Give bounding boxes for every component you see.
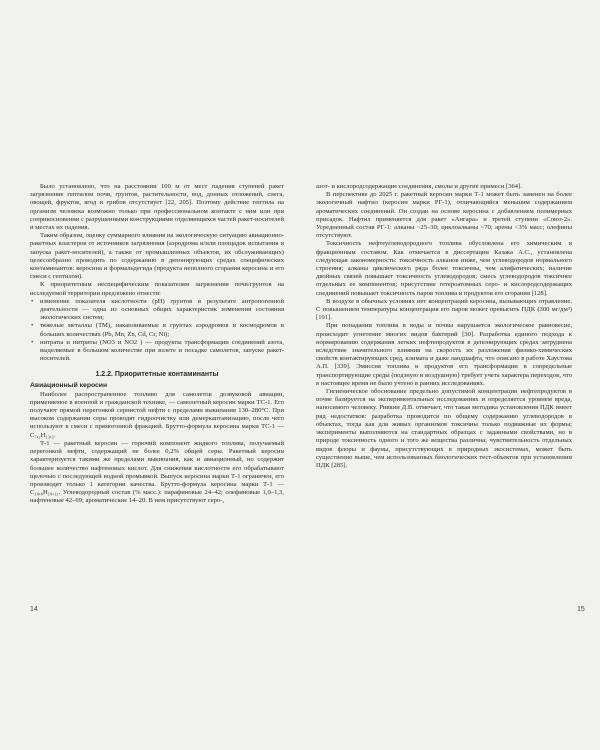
subheading: Авиационный керосин — [30, 382, 108, 390]
list-item: • нитраты и нитриты (NO3 и NO2 ) — продукты трансформации соединений азота, выделяемые в большом количестве при взлете и посадке самолетов, запуске ракет-носителей. — [30, 339, 284, 364]
paragraph: Наиболее распространенное топливо для самолетов дозвуковой авиации, применяемое в военной и гражданской технике, — самолетный керосин марки ТС-1. Его получают прямой перегонкой сернистой нефти с пределами выкипания 130–280°С. При высоком содержании серы проводят гидроочистку или демеркаптанизацию, после чего используют в смеси с прямогонной фракцией. Брутто-формула керосина марки ТС-1 — С₇,₂Н₁₃,₅. — [30, 390, 284, 439]
page-number: 14 — [30, 606, 38, 613]
left-text-column — [30, 183, 284, 506]
section-title: 1.2.2. Приоритетные контаминанты — [95, 371, 219, 379]
right-text-column — [316, 183, 572, 470]
indicator-list — [30, 298, 284, 364]
paragraph: Т-1 — ракетный керосин — горючий компонент жидкого топлива, получаемый перегонкой нефти, содержащий не более 0,2% общей серы. Ракетный керосин характеризуется такими же пределами выкипания, как и авиационный, но содержит большее количество нафтеновых кислот. Для снижения кислотности его обрабатывают щелочью с последующей водной промывкой. Выпуск керосина марки Т-1 ограничен, его производят только 1 категории качества. Брутто-формула керосина марки Т-1 — С₁₀,₀Н₁₉,₁₂. Углеводородный состав (% масс.): парафиновые 24–42; олефиновые 1,0–1,3, нафтеновые 42–69; ароматические 14–20. В нем присутствуют серо-, — [30, 439, 284, 505]
paragraph: В перспективе до 2025 г. ракетный керосин марки Т-1 может быть заменен на более экологичный нафтил (керосин марки РГ-1), отличающийся меньшим содержанием ароматических соединений. Он создан на основе керосина с добавлением полимерных присадок. Нафтил применяется для ракет «Ангара» и третей ступени «Союз-2». Усредненный состав РГ-1: алканы ~25–30; циклоалканы ~70; арены <3% масс; олефины отсутствуют. — [316, 191, 572, 240]
paragraph: Гигиеническое обоснование предельно допустимой концентрации нефтепродуктов в почве базируется на экспериментальных исследованиях и определяется уровнем вреда, наносимого человеку. Ривкин Д.В. отмечает, что такая методика установления ПДК имеет ряд недостатков: разработка проводится по общему содержанию углеводородов в объектах, тогда как для живых организмов токсичны только подвижные их формы; эксперименты выполняются на стандартных образцах с заданными свойствами, но в природе токсичность одного и того же вещества различна; чувствительность отдельных видов флоры и фауны, присутствующих в природных экосистемах, может быть существенно выше, чем использованных биологических тест-объектов при установлении ПДК [285]. — [316, 388, 572, 469]
paragraph: К приоритетным неспецифическим показателям загрязнения почв/грунтов на исследуемой территории предложено отнести: — [30, 281, 284, 297]
list-item: • изменение показателя кислотности (рН) грунтов в результате антропогенной деятельности — одна из основных общих характеристик изменения состояния экологических систем; — [30, 298, 284, 323]
list-item: • тяжелые металлы (ТМ), накапливаемые в грунтах аэродромов и космодромов в больших количествах (Pb, Mn, Zn, Cd, Cr, Ni); — [30, 322, 284, 338]
right-page — [300, 0, 600, 750]
page-number: 15 — [577, 606, 585, 613]
paragraph: Таким образом, оценку суммарного влияния на экологическую ситуацию авиационно-ракетных кластеров от источников загрязнения (аэродрома и/или площадок испытания и запуска ракет-носителей), а также от промышленных объектов, их обслуживающих) целесообразно проводить по содержанию в депонирующих средах специфических контаминантов: керосина и формальдегида (продукта неполного сгорания керосина и его смеси с гептилом). — [30, 232, 284, 281]
paragraph: Токсичность нефтеуглеводородного топлива обусловлена его химическим и фракционным составом. Как отмечается в диссертации Казака А.С., установлена следующая закономерность: токсичность алканов ниже, чем углеводородов нормального строения; алканы циклического ряда более токсичны, чем алифатических; наличие двойных связей повышает токсичность углеводородов; смесь углеводородов токсичнее отдельных ее компонентов; присутствие гетероатомных серо- и кислородсодержащих соединений повышает токсичность паров топлива и продуктов его сгорания [128]. — [316, 240, 572, 297]
paragraph: азот- и кислородсодержащие соединения, смолы и другие примеси [364]. — [316, 183, 522, 190]
paragraph: При попадании топлива в воды и почвы нарушается экологическое равновесие, происходит угнетение многих видов бактерий [30]. Разработка единого подхода к нормированию содержания легких нефтепродуктов в депонирующих средах затруднена вследствие значительного влияния на скорость их разложения физико-химических свойств контактирующих сред, климата и даже ландшафта, что описано в работе Хаустова А.П. [339]. Эмиссия топлива и продуктов его трансформации в сопредельные транспортирующие среды (подзную и воздушную) требует учета характера переходов, что в настоящее время не было учтено в ранних исследованиях. — [316, 322, 572, 387]
paragraph: Было установлено, что на расстоянии 100 м от мест падения ступеней ракет загрязнение гептилом почв, грунтов, растительности, вод, донных отложений, снега, овощей, фруктов, ягод и грибов отсутствует [22, 205]. Поэтому действие гептила на организм человека возможно только при профессиональном контакте с ним или при соприкосновении с разрушенными конструкциями отделяющихся частей ракет-носителей и местах их падения. — [30, 183, 284, 232]
paragraph: В воздухе в обычных условиях нет концентраций керосина, вызывающих отравление. С повышением температуры концентрация его паров может превысить ПДК (300 мг/дм³) [191]. — [316, 297, 572, 322]
